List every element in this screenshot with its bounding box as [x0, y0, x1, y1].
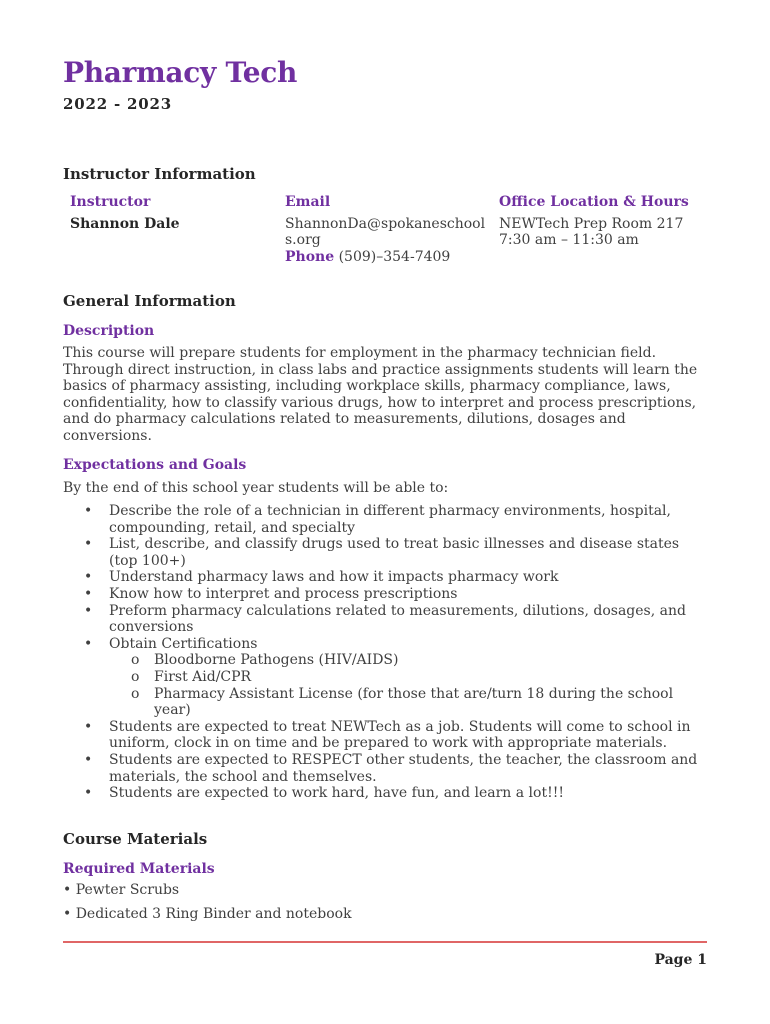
- instructor-label: Instructor: [70, 194, 151, 210]
- office-column: [499, 194, 707, 249]
- footer-divider: [63, 941, 707, 943]
- office-hours: 7:30 am – 11:30 am: [499, 232, 639, 249]
- school-year: 2022 - 2023: [63, 95, 172, 113]
- list-item: • Preform pharmacy calculations related to measurements, dilutions, dosages, and conversions: [84, 602, 686, 636]
- email-column: [285, 194, 490, 265]
- list-item: • Students are expected to RESPECT other students, the teacher, the classroom and materials, the school and themselves.: [84, 751, 698, 785]
- list-item: • List, describe, and classify drugs used to treat basic illnesses and disease states (top 100+): [84, 536, 680, 569]
- page-number: Page 1: [654, 952, 707, 968]
- bullet: •: [84, 751, 93, 768]
- required-materials-label: Required Materials: [63, 861, 215, 877]
- goals-list: [63, 503, 707, 802]
- bullet: •: [84, 585, 93, 602]
- sub-bullet: o: [131, 652, 140, 669]
- goals-intro: By the end of this school year students will be able to:: [63, 480, 449, 496]
- office-room: NEWTech Prep Room 217: [499, 215, 684, 232]
- phone-number: (509)–354-7409: [334, 248, 451, 265]
- sub-bullet: o: [131, 668, 140, 685]
- bullet: •: [84, 718, 93, 735]
- general-info-heading: General Information: [63, 292, 236, 310]
- list-item: o Pharmacy Assistant License (for those that are/turn 18 during the school year): [131, 685, 674, 719]
- bullet: •: [84, 536, 93, 553]
- email-address[interactable]: ShannonDa@spokaneschool s.org: [285, 215, 486, 249]
- list-item: • Obtain Certifications o Bloodborne Pathogens (HIV/AIDS) o First Aid/CPR o Pharmacy Assistant License (for those that are/turn 18 during the school year): [63, 636, 707, 719]
- bullet: •: [84, 569, 93, 586]
- list-item: • Know how to interpret and process prescriptions: [84, 585, 458, 602]
- sub-bullet: o: [131, 685, 140, 702]
- email-label: Email: [285, 194, 331, 210]
- list-item: • Students are expected to work hard, have fun, and learn a lot!!!: [84, 785, 564, 802]
- material-item: • Pewter Scrubs: [63, 882, 180, 898]
- instructor-name: Shannon Dale: [70, 215, 180, 232]
- document-title: Pharmacy Tech: [63, 56, 298, 89]
- bullet: •: [84, 503, 93, 519]
- list-item: • Understand pharmacy laws and how it impacts pharmacy work: [84, 569, 559, 586]
- course-materials-heading: Course Materials: [63, 830, 208, 848]
- certifications-list: [109, 652, 707, 718]
- description-text: This course will prepare students for employment in the pharmacy technician field. Through direct instruction, in class labs and practice assignments students will learn the basics of pharmacy assisting, including workplace skills, pharmacy compliance, laws, confidentiality, how to classify various drugs, how to interpret and process prescriptions, and do pharmacy calculations related to measurements, dilutions, dosages and conversions.: [63, 345, 698, 444]
- goals-label: Expectations and Goals: [63, 457, 247, 473]
- list-item: o Bloodborne Pathogens (HIV/AIDS): [131, 652, 399, 669]
- instructor-info-heading: Instructor Information: [63, 165, 256, 183]
- list-item: • Describe the role of a technician in different pharmacy environments, hospital, compounding, retail, and specialty: [84, 503, 671, 536]
- bullet: •: [84, 635, 93, 652]
- material-item: • Dedicated 3 Ring Binder and notebook: [63, 906, 352, 922]
- list-item: o First Aid/CPR: [131, 668, 252, 685]
- instructor-column: [70, 194, 275, 232]
- description-label: Description: [63, 323, 155, 339]
- document-page: [63, 0, 707, 1024]
- bullet: •: [84, 785, 93, 802]
- phone-label: Phone: [285, 248, 335, 265]
- office-label: Office Location & Hours: [499, 194, 689, 210]
- bullet: •: [84, 602, 93, 619]
- phone-line: [285, 249, 490, 266]
- list-item: • Students are expected to treat NEWTech as a job. Students will come to school in uniform, clock in on time and be prepared to work with appropriate materials.: [84, 718, 691, 752]
